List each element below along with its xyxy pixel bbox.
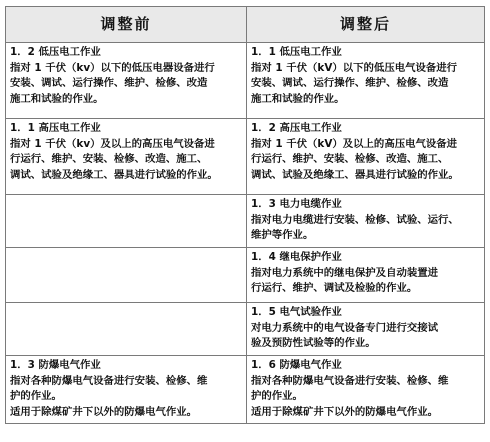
- item-text: 安装、调试、运行操作、维护、检修、改造: [10, 77, 208, 89]
- comparison-table-container: [5, 6, 484, 424]
- header-after: 调整后: [247, 7, 485, 43]
- item-text: 调试、试验及绝缘工、器具进行试验的作业。: [10, 168, 218, 181]
- cell-after: [247, 119, 485, 195]
- item-text: 行运行、维护、调试及检验的作业。: [251, 282, 418, 294]
- item-title: 1．4 继电保护作业: [251, 251, 342, 263]
- item-text: 指对电力电缆进行安装、检修、试验、运行、: [251, 213, 459, 226]
- cell-before-empty: [6, 248, 247, 303]
- item-text: 维护等作业。: [251, 229, 314, 241]
- cell-before-empty: [6, 195, 247, 248]
- cell-before: [6, 119, 247, 195]
- item-text: 护的作业。: [10, 390, 62, 402]
- comparison-table: [5, 6, 485, 424]
- item-text: 护的作业。: [251, 390, 303, 402]
- item-text: 对电力系统中的电气设备专门进行交接试: [251, 321, 439, 334]
- item-title: 1．1 低压电工作业: [251, 46, 342, 58]
- item-text: 指对各种防爆电气设备进行安装、检修、维: [251, 374, 449, 387]
- cell-before: [6, 356, 247, 424]
- item-title: 1．3 防爆电气作业: [10, 359, 101, 371]
- header-before: 调整前: [6, 7, 247, 43]
- item-text: 验及预防性试验等的作业。: [251, 337, 376, 349]
- item-text: 行运行、维护、安装、检修、改造、施工、: [10, 153, 208, 165]
- item-title: 1．1 高压电工作业: [10, 122, 101, 134]
- cell-before-empty: [6, 303, 247, 356]
- item-text: 调试、试验及绝缘工、器具进行试验的作业。: [251, 168, 459, 181]
- item-text: 适用于除煤矿井下以外的防爆电气作业。: [10, 405, 198, 418]
- cell-after: [247, 356, 485, 424]
- item-text: 指对各种防爆电气设备进行安装、检修、维: [10, 374, 208, 387]
- item-text: 指对 1 千伏（kv）以下的低压电器设备进行: [10, 61, 215, 74]
- item-title: 1．2 高压电工作业: [251, 122, 342, 134]
- item-title: 1．3 电力电缆作业: [251, 198, 342, 210]
- cell-before: [6, 43, 247, 119]
- item-title: 1．2 低压电工作业: [10, 46, 101, 58]
- table-row: [6, 43, 485, 119]
- header-row: [6, 7, 485, 43]
- item-text: 施工和试验的作业。: [251, 92, 345, 105]
- item-text: 指对电力系统中的继电保护及自动装置进: [251, 266, 439, 279]
- item-text: 指对 1 千伏（kV）及以上的高压电气设备进: [251, 137, 458, 150]
- item-title: 1．5 电气试验作业: [251, 306, 342, 318]
- cell-after: [247, 43, 485, 119]
- table-row: [6, 195, 485, 248]
- table-row: [6, 303, 485, 356]
- item-text: 施工和试验的作业。: [10, 92, 104, 105]
- table-row: [6, 356, 485, 424]
- cell-after: [247, 303, 485, 356]
- item-text: 安装、调试、运行操作、维护、检修、改造: [251, 77, 449, 89]
- item-text: 适用于除煤矿井下以外的防爆电气作业。: [251, 405, 439, 418]
- cell-after: [247, 195, 485, 248]
- cell-after: [247, 248, 485, 303]
- item-title: 1．6 防爆电气作业: [251, 359, 342, 371]
- table-row: [6, 248, 485, 303]
- item-text: 指对 1 千伏（kV）以下的低压电气设备进行: [251, 61, 458, 74]
- table-row: [6, 119, 485, 195]
- item-text: 行运行、维护、安装、检修、改造、施工、: [251, 153, 449, 165]
- item-text: 指对 1 千伏（kv）及以上的高压电气设备进: [10, 137, 215, 150]
